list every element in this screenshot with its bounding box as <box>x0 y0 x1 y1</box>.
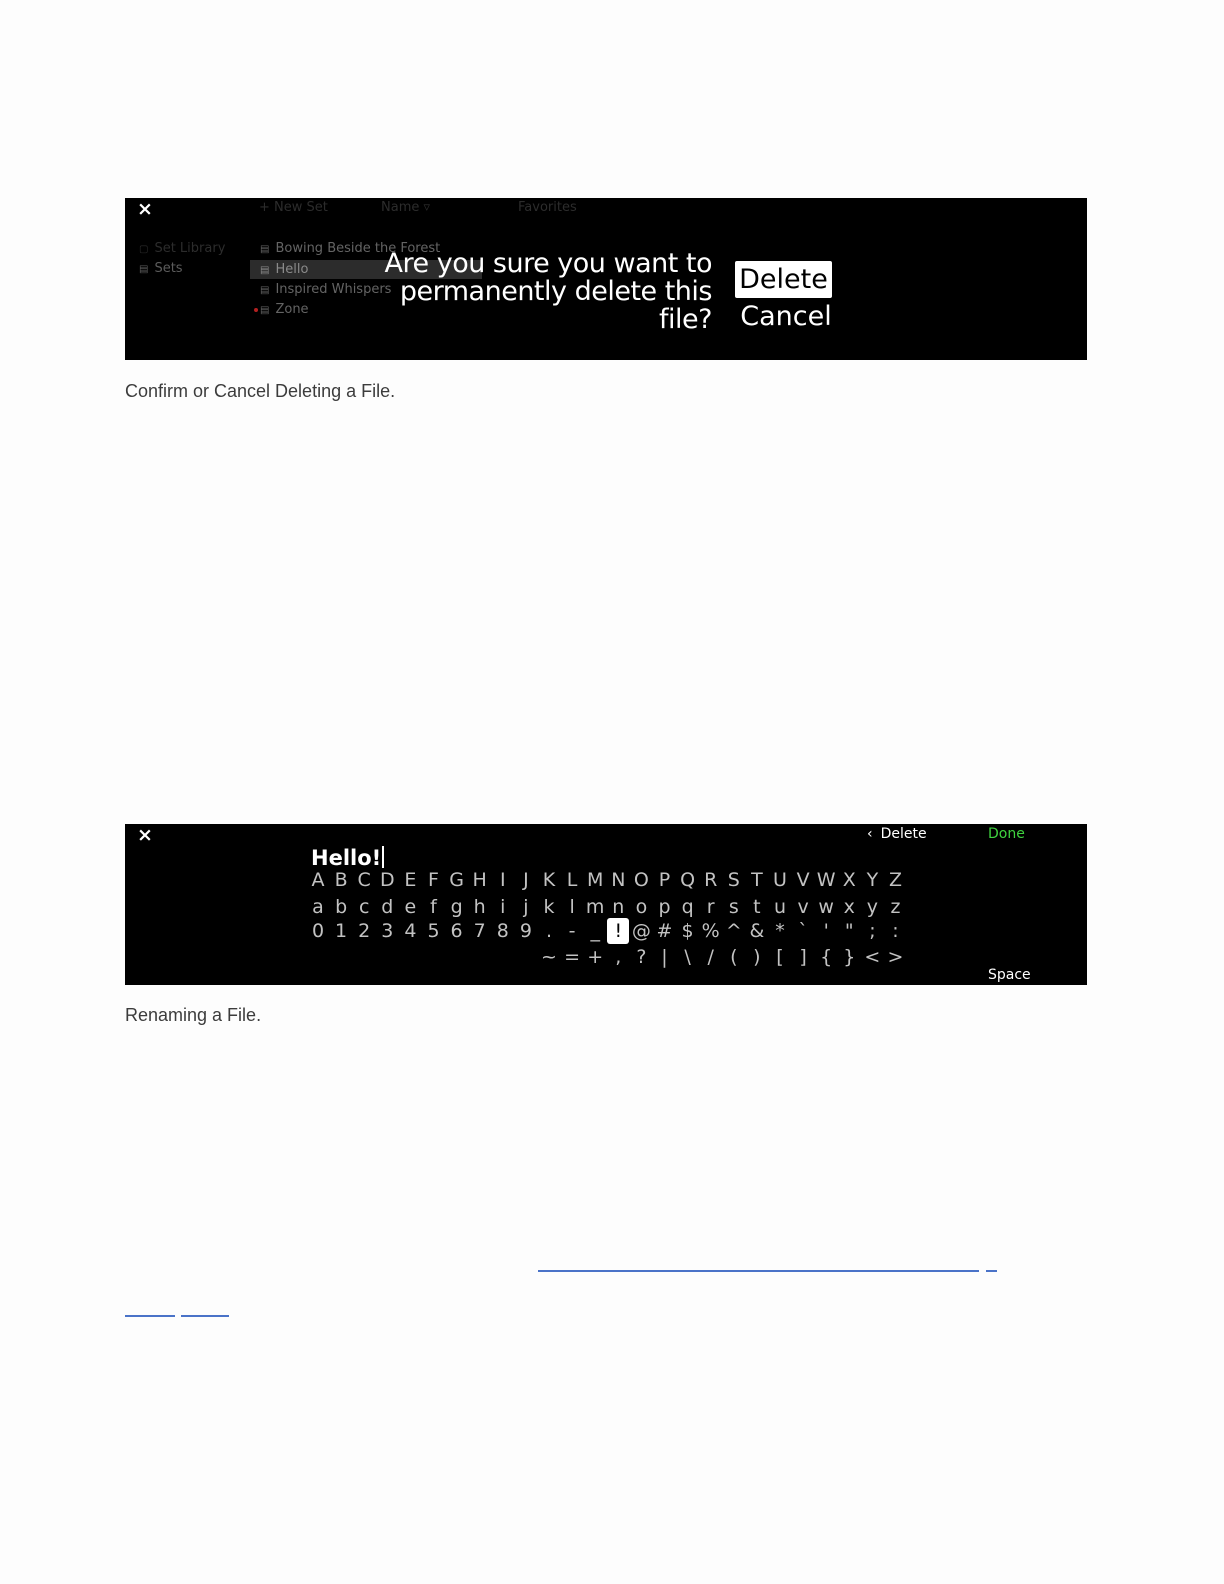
keyboard-key[interactable]: \ <box>684 946 691 968</box>
keyboard-key[interactable]: p <box>658 896 671 918</box>
keyboard-key[interactable]: : <box>892 920 899 942</box>
file-name: Hello <box>275 262 309 277</box>
keyboard-key[interactable]: i <box>500 896 506 918</box>
keyboard-key[interactable]: O <box>633 869 649 891</box>
keyboard-key[interactable]: D <box>379 869 395 891</box>
keyboard-key[interactable]: m <box>585 896 605 918</box>
keyboard-key[interactable]: z <box>890 896 901 918</box>
sidebar-item-sets[interactable] <box>139 261 183 276</box>
new-set-button[interactable]: + New Set <box>259 200 328 215</box>
backspace-button[interactable] <box>867 826 927 842</box>
keyboard-key[interactable]: y <box>866 896 879 918</box>
keyboard-key[interactable]: K <box>542 869 556 891</box>
keyboard-key[interactable]: 5 <box>427 920 440 942</box>
keyboard-key[interactable]: $ <box>681 920 694 942</box>
favorites-button[interactable]: Favorites <box>518 200 577 215</box>
close-icon[interactable]: × <box>137 824 153 846</box>
keyboard-key[interactable]: # <box>656 920 673 942</box>
keyboard-key[interactable]: = <box>564 946 581 968</box>
keyboard-key[interactable]: e <box>404 896 417 918</box>
keyboard-key[interactable]: [ <box>776 946 784 968</box>
keyboard-key[interactable]: r <box>706 896 715 918</box>
keyboard-key[interactable]: W <box>816 869 836 891</box>
keyboard-key[interactable]: 2 <box>358 920 371 942</box>
keyboard-key[interactable]: X <box>842 869 856 891</box>
keyboard-key[interactable]: f <box>430 896 437 918</box>
keyboard-key[interactable]: s <box>728 896 739 918</box>
keyboard-key[interactable]: w <box>818 896 834 918</box>
keyboard-key[interactable]: 4 <box>404 920 417 942</box>
file-name: Zone <box>275 302 309 317</box>
keyboard-key[interactable]: B <box>334 869 348 891</box>
text-cursor <box>382 846 384 868</box>
keyboard-key[interactable]: ? <box>636 946 647 968</box>
keyboard-key[interactable]: { <box>820 946 833 968</box>
prompt-line-2: permanently delete this file? <box>399 276 712 335</box>
keyboard-key[interactable]: ^ <box>725 920 742 942</box>
keyboard-key[interactable]: ! <box>607 918 629 944</box>
keyboard-key[interactable]: 9 <box>519 920 532 942</box>
file-name-input[interactable] <box>311 846 384 870</box>
file-name: Bowing Beside the Forest <box>275 241 441 256</box>
sort-name-button[interactable]: Name ▿ <box>381 200 431 215</box>
delete-button[interactable]: Delete <box>735 261 832 298</box>
document-icon: ▤ <box>260 305 270 316</box>
keyboard-key[interactable]: 3 <box>381 920 394 942</box>
keyboard-key[interactable]: a <box>312 896 324 918</box>
keyboard-key[interactable]: ' <box>823 920 829 942</box>
keyboard-key[interactable]: - <box>568 920 576 942</box>
keyboard-key[interactable]: H <box>472 869 487 891</box>
keyboard-key[interactable]: u <box>773 896 787 918</box>
document-icon: ▤ <box>260 265 270 276</box>
rename-screenshot <box>125 824 1087 985</box>
favorite-dot-icon <box>254 308 258 312</box>
document-icon: ▤ <box>139 264 149 275</box>
keyboard-key[interactable]: Y <box>866 869 879 891</box>
chevron-left-icon: ‹ <box>867 826 873 842</box>
link-underline[interactable] <box>986 1270 997 1272</box>
keyboard-key[interactable]: _ <box>590 920 600 942</box>
done-button[interactable]: Done <box>988 826 1025 842</box>
document-icon: ▤ <box>260 285 270 296</box>
figure-caption: Renaming a File. <box>125 1005 262 1025</box>
keyboard-key[interactable]: , <box>615 946 622 968</box>
keyboard-key[interactable]: 1 <box>335 920 348 942</box>
keyboard-key[interactable]: E <box>404 869 417 891</box>
backspace-label: Delete <box>880 826 927 842</box>
file-name-value: Hello! <box>311 846 382 870</box>
keyboard-key[interactable]: j <box>523 896 529 918</box>
keyboard-key[interactable]: b <box>335 896 348 918</box>
keyboard-key[interactable]: g <box>450 896 463 918</box>
keyboard-key[interactable]: M <box>586 869 604 891</box>
keyboard-key[interactable]: ) <box>753 946 761 968</box>
keyboard-key[interactable]: F <box>428 869 439 891</box>
link-underline[interactable] <box>538 1270 979 1272</box>
keyboard-key[interactable]: x <box>843 896 855 918</box>
delete-confirm-screenshot <box>125 198 1087 360</box>
keyboard-key[interactable]: ( <box>730 946 738 968</box>
keyboard-key[interactable]: L <box>566 869 578 891</box>
keyboard-key[interactable]: 6 <box>450 920 463 942</box>
keyboard-key[interactable]: Z <box>888 869 903 891</box>
keyboard-key[interactable]: C <box>357 869 371 891</box>
sidebar-item-label: Set Library <box>154 241 226 256</box>
keyboard-key[interactable]: @ <box>631 920 651 942</box>
document-icon: ▤ <box>260 244 270 255</box>
keyboard-key[interactable]: . <box>545 920 553 942</box>
keyboard-key[interactable]: | <box>661 946 668 968</box>
link-underline[interactable] <box>181 1315 229 1317</box>
keyboard-key[interactable]: h <box>473 896 486 918</box>
keyboard-key[interactable]: < <box>864 946 881 968</box>
keyboard-key[interactable]: / <box>707 946 714 968</box>
keyboard-key[interactable]: ; <box>869 920 876 942</box>
keyboard-key[interactable]: c <box>358 896 370 918</box>
keyboard-key[interactable]: U <box>773 869 787 891</box>
keyboard-key[interactable]: T <box>751 869 763 891</box>
file-name: Inspired Whispers <box>275 282 392 297</box>
keyboard-key[interactable]: R <box>704 869 718 891</box>
keyboard-key[interactable]: v <box>797 896 809 918</box>
sidebar-item-label: Sets <box>154 261 183 276</box>
keyboard-key[interactable]: + <box>587 946 604 968</box>
keyboard-key[interactable]: t <box>753 896 761 918</box>
keyboard-key[interactable]: V <box>796 869 810 891</box>
on-screen-keyboard <box>125 824 1087 985</box>
keyboard-key[interactable]: } <box>843 946 856 968</box>
keyboard-key[interactable]: ~ <box>541 946 557 968</box>
keyboard-key[interactable]: 0 <box>311 920 325 942</box>
keyboard-key[interactable]: d <box>381 896 394 918</box>
keyboard-key[interactable]: " <box>844 920 854 942</box>
keyboard-key[interactable]: * <box>775 920 785 942</box>
keyboard-key[interactable]: & <box>749 920 765 942</box>
keyboard-key[interactable]: A <box>311 869 325 891</box>
keyboard-key[interactable]: P <box>658 869 671 891</box>
prompt-line-1: Are you sure you want to <box>384 248 712 279</box>
keyboard-key[interactable]: > <box>887 946 904 968</box>
keyboard-key[interactable]: q <box>681 896 694 918</box>
keyboard-key[interactable]: k <box>543 896 555 918</box>
sidebar-item-library[interactable] <box>139 241 225 256</box>
space-key[interactable]: Space <box>988 967 1031 983</box>
keyboard-key[interactable]: % <box>701 920 720 942</box>
keyboard-key[interactable]: G <box>449 869 464 891</box>
keyboard-key[interactable]: Q <box>680 869 696 891</box>
keyboard-key[interactable]: I <box>499 869 506 891</box>
delete-prompt <box>357 250 712 334</box>
keyboard-key[interactable]: N <box>611 869 626 891</box>
keyboard-key[interactable]: n <box>612 896 625 918</box>
close-icon[interactable]: × <box>137 198 153 220</box>
keyboard-key[interactable]: J <box>523 869 529 891</box>
keyboard-key[interactable]: 7 <box>473 920 486 942</box>
keyboard-key[interactable]: l <box>569 896 575 918</box>
link-underline[interactable] <box>125 1315 175 1317</box>
keyboard-key[interactable]: ` <box>798 920 808 942</box>
keyboard-key[interactable]: ] <box>799 946 807 968</box>
keyboard-key[interactable]: 8 <box>496 920 509 942</box>
cancel-button[interactable]: Cancel <box>740 301 832 332</box>
keyboard-key[interactable]: o <box>635 896 648 918</box>
keyboard-key[interactable]: S <box>727 869 740 891</box>
figure-caption: Confirm or Cancel Deleting a File. <box>125 381 396 401</box>
folder-icon: ▢ <box>139 244 149 255</box>
